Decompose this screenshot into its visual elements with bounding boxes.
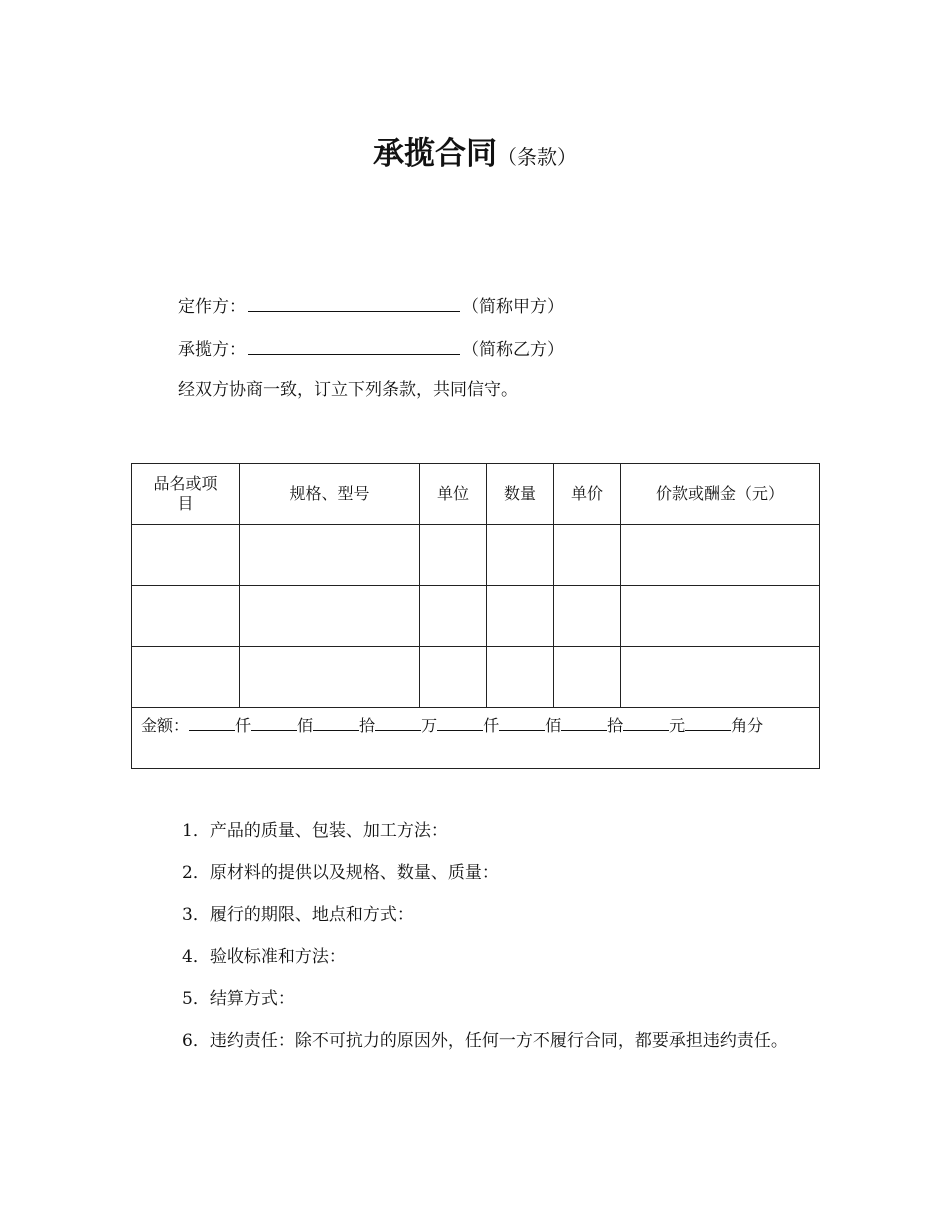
- table-cell[interactable]: [487, 647, 554, 708]
- document-title: [0, 132, 950, 181]
- table-cell[interactable]: [420, 647, 487, 708]
- party-b-suffix: （简称乙方）: [462, 340, 564, 360]
- table-cell[interactable]: [240, 525, 420, 586]
- amount-cell: [132, 708, 820, 769]
- amount-unit: 仟: [235, 716, 252, 735]
- party-a-label: 定作方：: [178, 297, 246, 317]
- table-cell[interactable]: [554, 647, 621, 708]
- list-item: [182, 810, 788, 852]
- table-cell[interactable]: [554, 586, 621, 647]
- table-cell[interactable]: [621, 647, 820, 708]
- amount-unit: 元: [669, 716, 686, 735]
- party-b-line: [178, 336, 564, 362]
- table-cell[interactable]: [487, 586, 554, 647]
- table-cell[interactable]: [420, 525, 487, 586]
- party-b-label: 承揽方：: [178, 340, 246, 360]
- intro-text: 经双方协商一致，订立下列条款，共同信守。: [178, 380, 518, 400]
- clause-text: 原材料的提供以及规格、数量、质量：: [209, 863, 499, 883]
- list-item: [182, 1020, 788, 1062]
- table-cell[interactable]: [240, 647, 420, 708]
- list-item: [182, 852, 788, 894]
- list-item: [182, 936, 788, 978]
- list-item: [182, 978, 788, 1020]
- party-a-blank[interactable]: [248, 293, 460, 312]
- items-table: [131, 463, 820, 769]
- amount-blank[interactable]: [685, 716, 731, 731]
- party-b-blank[interactable]: [248, 336, 460, 355]
- amount-blank[interactable]: [375, 716, 421, 731]
- header-unit-price: 单价: [554, 464, 621, 525]
- amount-unit: 佰: [545, 716, 562, 735]
- header-amount: 价款或酬金（元）: [621, 464, 820, 525]
- amount-unit: 拾: [359, 716, 376, 735]
- table-row: [132, 586, 820, 647]
- amount-blank[interactable]: [623, 716, 669, 731]
- table-header-row: [132, 464, 820, 525]
- clause-text: 验收标准和方法：: [209, 947, 346, 967]
- table-cell[interactable]: [420, 586, 487, 647]
- header-unit: 单位: [420, 464, 487, 525]
- table-cell[interactable]: [132, 525, 240, 586]
- party-a-suffix: （简称甲方）: [462, 297, 564, 317]
- clause-number: 1．: [182, 821, 210, 841]
- title-sub: （条款）: [497, 145, 577, 169]
- party-a-line: [178, 293, 564, 319]
- amount-label: 金额：: [141, 716, 190, 735]
- clause-text: 违约责任：除不可抗力的原因外，任何一方不履行合同，都要承担违约责任。: [209, 1031, 788, 1051]
- amount-unit: 角: [731, 716, 748, 735]
- header-quantity: 数量: [487, 464, 554, 525]
- clause-list: [182, 810, 788, 1062]
- header-spec: 规格、型号: [240, 464, 420, 525]
- table-row: [132, 647, 820, 708]
- table-cell[interactable]: [487, 525, 554, 586]
- clause-text: 履行的期限、地点和方式：: [209, 905, 414, 925]
- amount-blank[interactable]: [437, 716, 483, 731]
- clause-text: 结算方式：: [209, 989, 295, 1009]
- amount-blank[interactable]: [251, 716, 297, 731]
- amount-unit: 万: [421, 716, 438, 735]
- clause-number: 6．: [182, 1031, 210, 1051]
- amount-unit: 仟: [483, 716, 500, 735]
- table-cell[interactable]: [621, 586, 820, 647]
- amount-unit: 分: [747, 716, 764, 735]
- table-cell[interactable]: [240, 586, 420, 647]
- list-item: [182, 894, 788, 936]
- table-cell[interactable]: [132, 647, 240, 708]
- header-item-name: 品名或项目: [132, 464, 240, 525]
- amount-blank[interactable]: [189, 716, 235, 731]
- table-cell[interactable]: [554, 525, 621, 586]
- table-cell[interactable]: [132, 586, 240, 647]
- amount-blank[interactable]: [313, 716, 359, 731]
- amount-row: [132, 708, 820, 769]
- table-row: [132, 525, 820, 586]
- amount-blank[interactable]: [499, 716, 545, 731]
- clause-number: 4．: [182, 947, 210, 967]
- amount-unit: 佰: [297, 716, 314, 735]
- amount-unit: 拾: [607, 716, 624, 735]
- clause-number: 5．: [182, 989, 210, 1009]
- amount-blank[interactable]: [561, 716, 607, 731]
- table-cell[interactable]: [621, 525, 820, 586]
- clause-number: 3．: [182, 905, 210, 925]
- clause-text: 产品的质量、包装、加工方法：: [209, 821, 448, 841]
- title-main: 承揽合同: [373, 136, 497, 172]
- clause-number: 2．: [182, 863, 210, 883]
